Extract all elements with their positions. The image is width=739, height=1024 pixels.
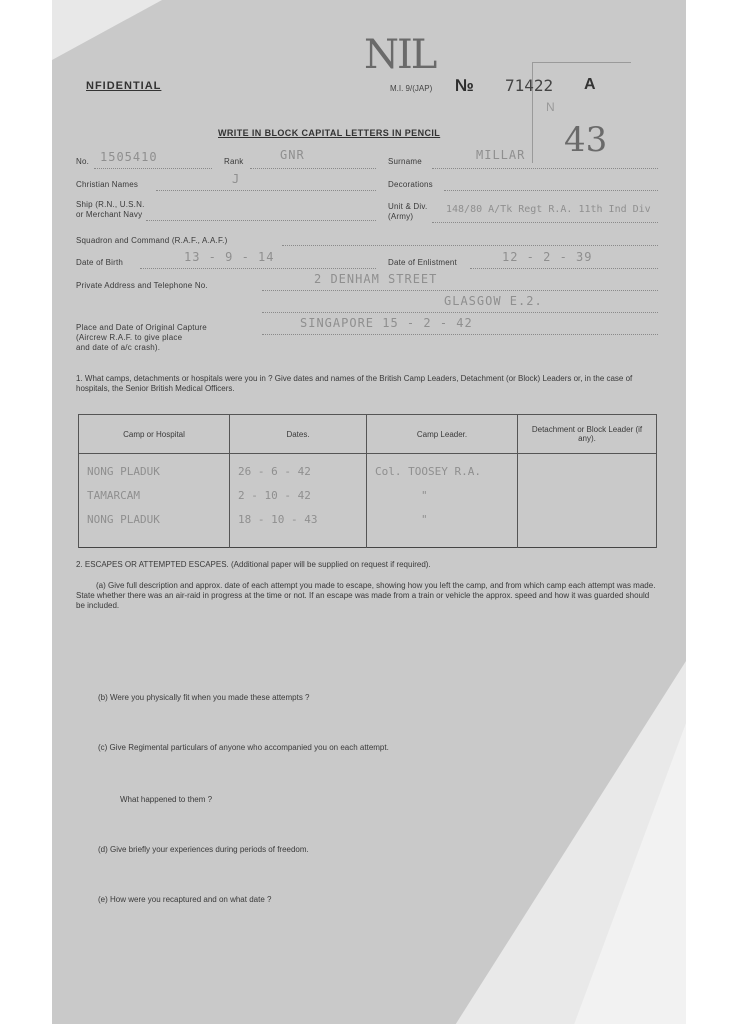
question-2c-follow-up: What happened to them ?	[120, 795, 213, 804]
question-2e: (e) How were you recaptured and on what date ?	[98, 895, 272, 904]
christian-names-label: Christian Names	[76, 180, 139, 189]
surname-label: Surname	[388, 157, 422, 166]
address-label: Private Address and Telephone No.	[76, 281, 208, 290]
address-line-2: GLASGOW E.2.	[444, 294, 543, 308]
header-camp-leader: Camp Leader.	[367, 415, 518, 454]
no-label: No.	[76, 157, 90, 166]
camp-column	[79, 454, 230, 548]
decorations-label: Decorations	[388, 180, 433, 189]
squadron-label: Squadron and Command (R.A.F., A.A.F.)	[76, 236, 228, 245]
detachment-column	[518, 454, 657, 548]
ship-label-line2: or Merchant Navy	[76, 210, 143, 219]
camp-cell: TAMARCAM	[87, 489, 140, 502]
leader-cell: "	[421, 489, 428, 502]
nil-handwritten-mark: NIL	[364, 32, 436, 78]
unit-value: 148/80 A/Tk Regt R.A. 11th Ind Div	[446, 204, 651, 215]
leader-cell: "	[421, 513, 428, 526]
folded-corner	[52, 0, 162, 60]
no-value: 1505410	[100, 150, 158, 164]
header-detachment-leader: Detachment or Block Leader (if any).	[518, 415, 657, 454]
camp-cell: NONG PLADUK	[87, 513, 160, 526]
header-dates: Dates.	[230, 415, 367, 454]
enlistment-value: 12 - 2 - 39	[502, 250, 593, 264]
camp-cell: NONG PLADUK	[87, 465, 160, 478]
surname-value: MILLAR	[476, 148, 526, 162]
date-cell: 18 - 10 - 43	[238, 513, 318, 526]
stamp-handwritten-number: 43	[564, 120, 608, 160]
dob-label: Date of Birth	[76, 258, 124, 267]
leader-cell: Col. TOOSEY R.A.	[375, 465, 481, 478]
date-cell: 2 - 10 - 42	[238, 489, 311, 502]
header-camp: Camp or Hospital	[79, 415, 230, 454]
question-1: 1. What camps, detachments or hospitals were you in ? Give dates and names of the British Camp Leaders, Detachment (or Block) Leaders or, in the case of hospitals, the Senior British Medical Officers.	[76, 374, 633, 393]
ship-label-line1: Ship (R.N., U.S.N.	[76, 200, 145, 209]
unit-label-line2: (Army)	[388, 212, 414, 221]
form-number: 71422	[505, 76, 554, 95]
enlistment-label: Date of Enlistment	[388, 258, 457, 267]
question-2c: (c) Give Regimental particulars of anyone who accompanied you on each attempt.	[98, 743, 389, 752]
question-2d: (d) Give briefly your experiences during periods of freedom.	[98, 845, 309, 854]
address-line-1: 2 DENHAM STREET	[314, 272, 438, 286]
christian-names-value: J	[232, 172, 241, 186]
capture-label-line3: and date of a/c crash).	[76, 343, 161, 352]
stamp-n: N	[546, 100, 555, 114]
confidential-heading: NFIDENTIAL	[86, 80, 162, 92]
leader-column	[367, 454, 518, 548]
form-sheet	[52, 0, 686, 1024]
stamp-letter: A	[584, 76, 596, 93]
question-2-title: 2. ESCAPES OR ATTEMPTED ESCAPES. (Additional paper will be supplied on request if required).	[76, 560, 431, 569]
rank-label: Rank	[224, 157, 244, 166]
dates-column	[230, 454, 367, 548]
capture-label-line1: Place and Date of Original Capture	[76, 323, 207, 332]
dob-value: 13 - 9 - 14	[184, 250, 275, 264]
question-2a: (a) Give full description and approx. date of each attempt you made to escape, showing how you left the camp, and from which camp each attempt was made. State whether there was an air-raid in progress at the time or not. If an escape was made from a train or vehicle the approx. speed and how it was guarded should be included.	[76, 581, 656, 610]
capture-value: SINGAPORE 15 - 2 - 42	[300, 316, 473, 330]
camps-table	[78, 414, 657, 548]
number-prefix: №	[455, 76, 474, 95]
form-code: M.I. 9/(JAP)	[390, 84, 433, 93]
question-2b: (b) Were you physically fit when you made these attempts ?	[98, 693, 310, 702]
rank-value: GNR	[280, 148, 305, 162]
instruction-heading: WRITE IN BLOCK CAPITAL LETTERS IN PENCIL	[218, 128, 441, 138]
date-cell: 26 - 6 - 42	[238, 465, 311, 478]
capture-label-line2: (Aircrew R.A.F. to give place	[76, 333, 183, 342]
unit-label-line1: Unit & Div.	[388, 202, 428, 211]
